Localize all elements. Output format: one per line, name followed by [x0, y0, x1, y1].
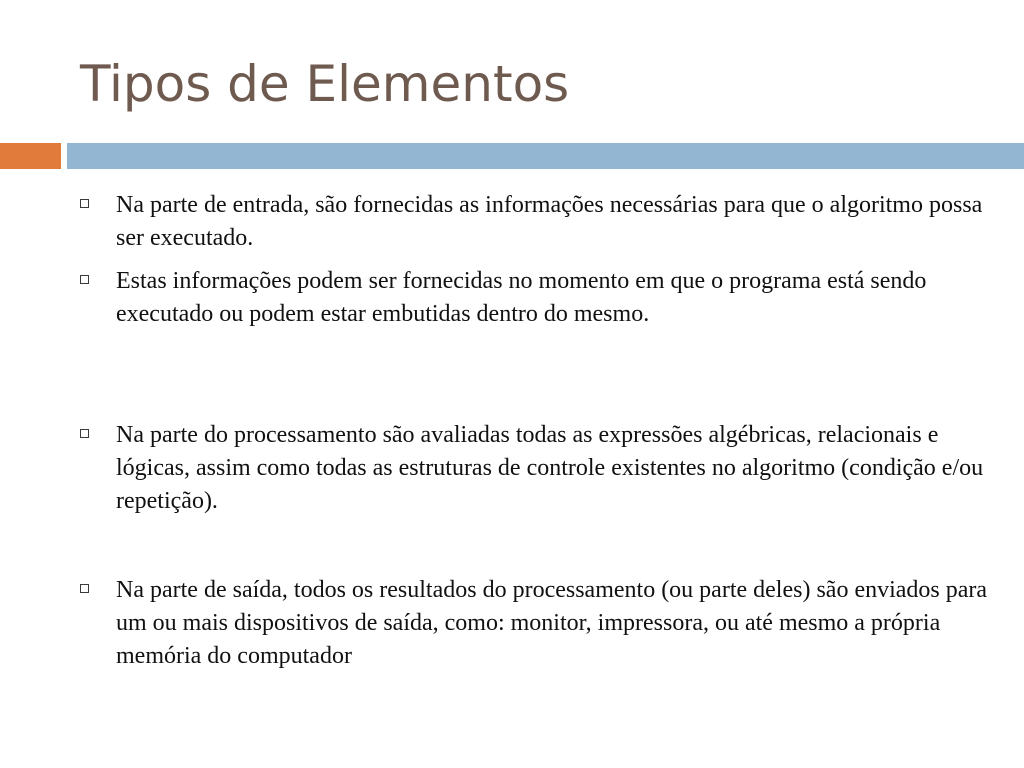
bullet-text: Na parte de saída, todos os resultados do processamento (ou parte deles) são enviados para um ou mais dispositivos de saída, como: monitor, impressora, ou até mesmo a própria memória do computador [116, 577, 988, 669]
square-bullet-icon [80, 275, 89, 284]
slide-title: Tipos de Elementos [80, 55, 570, 113]
bullet-text: Estas informações podem ser fornecidas no momento em que o programa está sendo executado ou podem estar embutidas dentro do mesmo. [116, 268, 927, 327]
square-bullet-icon [80, 199, 89, 208]
square-bullet-icon [80, 584, 89, 593]
square-bullet-icon [80, 429, 89, 438]
bullet-text: Na parte de entrada, são fornecidas as informações necessárias para que o algoritmo possa ser executado. [116, 192, 983, 251]
bullet-text: Na parte do processamento são avaliadas todas as expressões algébricas, relacionais e lógicas, assim como todas as estruturas de controle existentes no algoritmo (condição e/ou repetição). [116, 422, 984, 514]
